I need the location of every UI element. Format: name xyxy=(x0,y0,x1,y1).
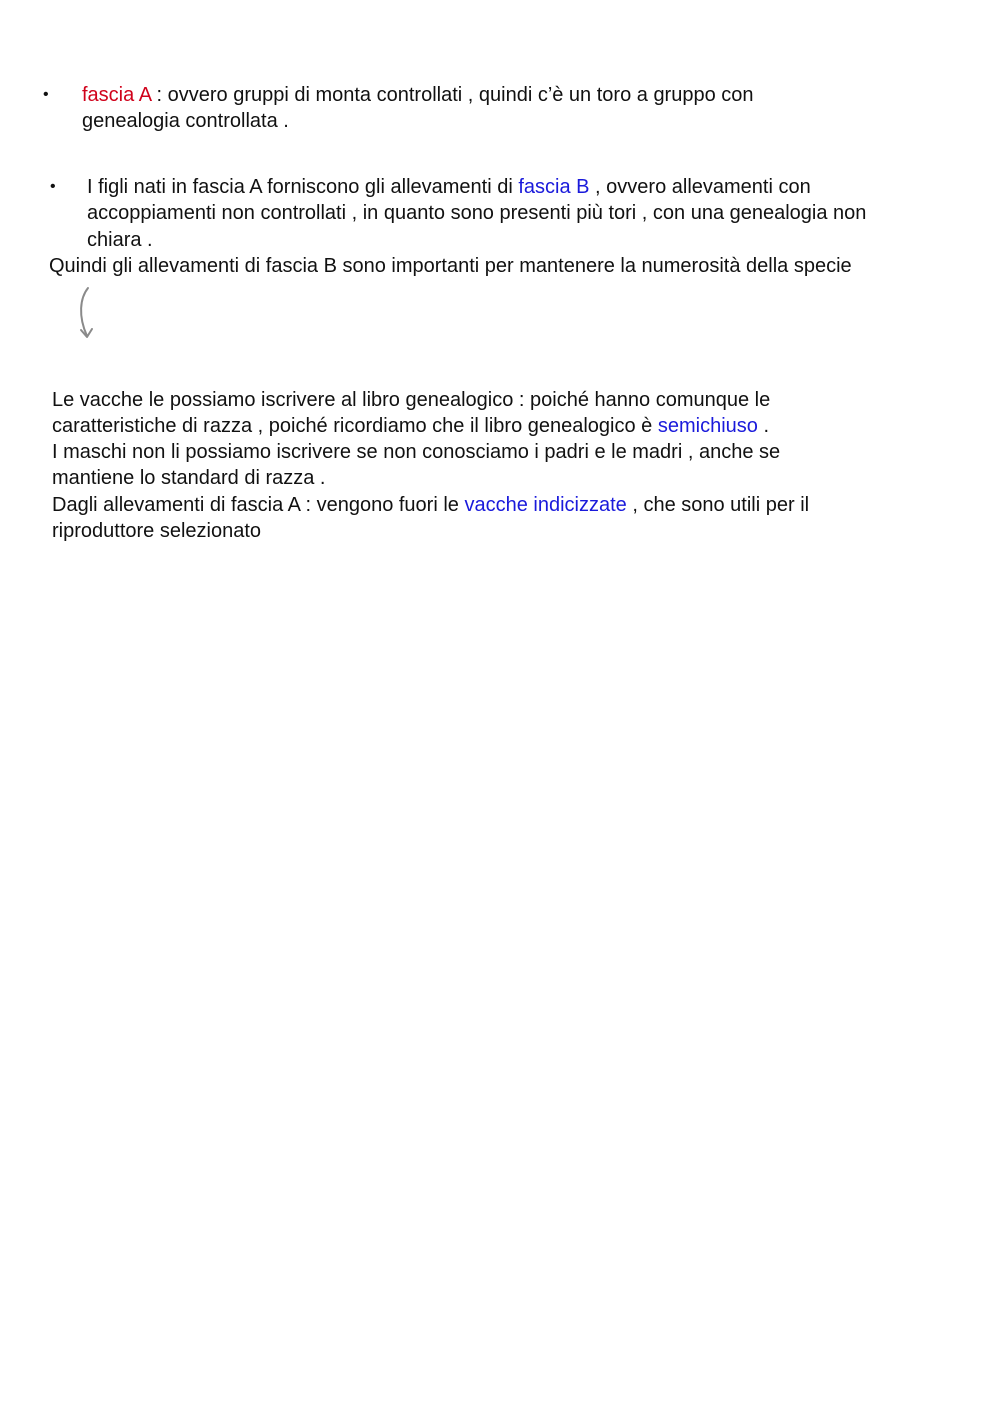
item-b-line-1-start: I figli nati in fascia A forniscono gli allevamenti di xyxy=(87,176,519,198)
paragraph-line-1: Le vacche le possiamo iscrivere al libro genealogico : poiché hanno comunque le xyxy=(52,389,771,411)
item-b-line-2: accoppiamenti non controllati , in quanto sono presenti più tori , con una genealogia non xyxy=(87,202,867,224)
item-b-line-3: chiara . xyxy=(87,229,153,251)
item-a-line-1 xyxy=(82,82,754,108)
paragraph-line-2 xyxy=(52,413,769,439)
paragraph-line-6: riproduttore selezionato xyxy=(52,520,262,542)
fascia-a-highlight: fascia A xyxy=(82,84,151,106)
paragraph-line-5-end: , che sono utili per il xyxy=(626,494,810,516)
paragraph-line-2-start: caratteristiche di razza , poiché ricordiamo che il libro genealogico è xyxy=(52,415,658,437)
vacche-indicizzate-highlight: vacche indicizzate xyxy=(464,494,627,516)
item-b-line-1 xyxy=(87,174,811,200)
semichiuso-highlight: semichiuso xyxy=(657,415,758,437)
conclusion-line: Quindi gli allevamenti di fascia B sono importanti per mantenere la numerosità della specie xyxy=(49,255,852,277)
item-b-line-1-end: , ovvero allevamenti con xyxy=(589,176,811,198)
bullet-marker: • xyxy=(43,86,49,103)
paragraph-line-4: mantiene lo standard di razza . xyxy=(52,467,326,489)
item-a-line-1-text: : ovvero gruppi di monta controllati , quindi c’è un toro a gruppo con xyxy=(150,84,754,106)
paragraph-line-2-end: . xyxy=(757,415,770,437)
item-a-line-2: genealogia controllata . xyxy=(82,110,289,132)
curved-down-arrow-icon xyxy=(74,286,104,342)
fascia-b-highlight: fascia B xyxy=(518,176,590,198)
paragraph-line-5 xyxy=(52,492,809,518)
paragraph-line-5-start: Dagli allevamenti di fascia A : vengono fuori le xyxy=(52,494,465,516)
bullet-marker: • xyxy=(50,178,56,195)
paragraph-line-3: I maschi non li possiamo iscrivere se non conosciamo i padri e le madri , anche se xyxy=(52,441,781,463)
